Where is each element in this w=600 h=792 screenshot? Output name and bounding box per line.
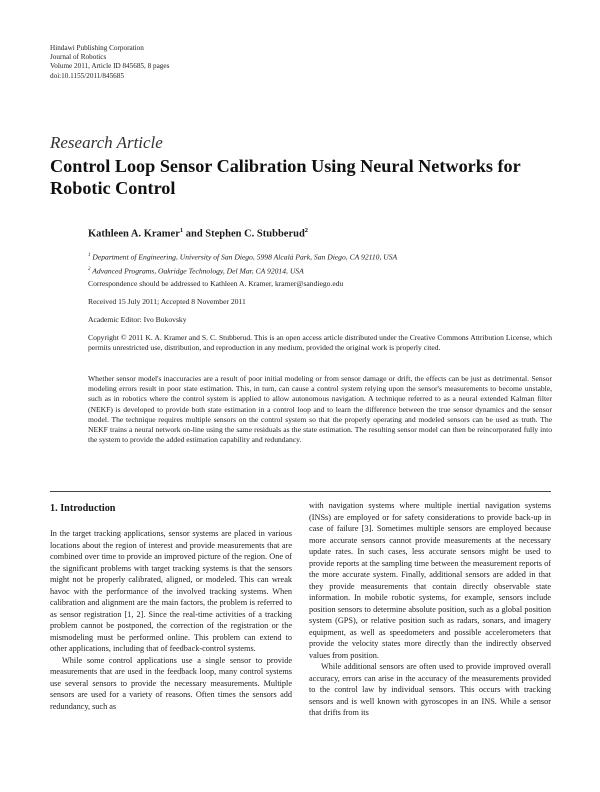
paper-title xyxy=(50,155,530,199)
section-heading: 1. Introduction xyxy=(50,503,116,514)
doi-link[interactable]: doi:10.1155/2011/845685 xyxy=(50,71,124,80)
left-column xyxy=(50,528,292,712)
publisher-name: Hindawi Publishing Corporation xyxy=(50,44,144,52)
correspondence-note: Correspondence should be addressed to Kathleen A. Kramer, kramer@sandiego.edu xyxy=(88,279,344,288)
paragraph: While additional sensors are often used to provide improved overall accuracy, errors can arise in the accuracy of the measurements provided to the control law by individual sensors. This occurs with tracking sensors and is well known with gyroscopes in an INS. While a sensor that drifts from its xyxy=(309,662,551,717)
right-column xyxy=(309,500,551,719)
affiliation-marker: 2 xyxy=(304,227,309,234)
affiliation-text: Department of Engineering, University of San Diego, 5998 Alcalá Park, San Diego, CA 92110, USA xyxy=(92,252,398,262)
article-type: Research Article xyxy=(50,133,163,152)
affiliation-text: Advanced Programs, Oakridge Technology, Del Mar, CA 92014, USA xyxy=(92,266,304,276)
affiliations xyxy=(88,250,397,277)
paragraph: While some control applications use a single sensor to provide measurements that are used in the feedback loop, many control systems use several sensors to provide the necessary measurements. Multiple sensors are used for a variety of reasons. Often times the sensors add redundancy, such as xyxy=(50,655,292,711)
paragraph: with navigation systems where multiple inertial navigation systems (INSs) are employed or for safety considerations to provide back-up in case of failure [3]. Sometimes multiple sensors are employed because more accurate sensors cannot provide measurements at the necessary update rates. In such cases, less accurate sensors might be used to provide reports at the sampling time between the measurement reports of the more accurate system. Finally, additional sensors are added in that they provide measurements that contain directly observable state information. In mobile robotic systems, for example, sensors include position sensors to determine absolute position, such as a global position system (GPS), or relative position such as radars, sonars, and imagery equipment, as well as speedometers and possible accelerometers that provide the velocity states more directly than the indirectly observed values from position. xyxy=(309,501,551,660)
author-name: Stephen C. Stubberud xyxy=(205,228,305,240)
affiliation-2 xyxy=(88,264,397,278)
author-list xyxy=(88,227,308,240)
title-line-2: Robotic Control xyxy=(50,178,176,198)
affiliation-marker: 1 xyxy=(179,227,184,234)
received-dates: Received 15 July 2011; Accepted 8 November 2011 xyxy=(88,297,246,306)
paragraph: In the target tracking applications, sensor systems are placed in various locations about the region of interest and provide measurements that are combined over time to provide an improved picture of the region. One of the significant problems with target tracking systems is that the sensors might not be properly calibrated, aligned, or modeled. This can wreak havoc with the performance of the involved tracking systems. When calibration and alignment are the main factors, the problem is referred to as sensor registration [1, 2]. Since the real-time activities of a tracking problem cannot be postponed, the correction of the registration or the mismodeling must be performed online. This problem can extend to other applications, including that of feedback-control systems. xyxy=(50,529,292,653)
academic-editor: Academic Editor: Ivo Bukovsky xyxy=(88,315,187,324)
title-line-1: Control Loop Sensor Calibration Using Neural Networks for xyxy=(50,156,521,176)
author-conjunction: and xyxy=(183,228,206,240)
affiliation-1 xyxy=(88,250,397,264)
copyright-notice: Copyright © 2011 K. A. Kramer and S. C. Stubberud. This is an open access article distributed under the Creative Commons Attribution License, which permits unrestricted use, distribution, and reproduction in any medium, provided the original work is properly cited. xyxy=(88,333,552,353)
affiliation-marker: 1 xyxy=(88,253,91,258)
abstract-text: Whether sensor model's inaccuracies are a result of poor initial modeling or from sensor damage or drift, the effects can be just as detrimental. Sensor modeling errors result in poor state estimation. This, in turn, can cause a control system relying upon the sensor's measurements to become unstable, such as in robotics where the control system is applied to allow autonomous navigation. A technique referred to as a neural extended Kalman filter (NEKF) is developed to provide both state estimation in a control loop and to learn the difference between the true sensor dynamics and the sensor model. The technique requires multiple sensors on the control system so that the properly operating and modeled sensors can be used as truth. The NEKF trains a neural network on-line using the same residuals as the state estimation. The resulting sensor model can then be reincorporated fully into the system to provide the added estimation capability and redundancy. xyxy=(88,374,552,445)
journal-header xyxy=(50,44,169,81)
author-name: Kathleen A. Kramer xyxy=(88,228,180,240)
volume-info: Volume 2011, Article ID 845685, 8 pages xyxy=(50,62,170,71)
section-divider xyxy=(50,491,551,492)
journal-name: Journal of Robotics xyxy=(50,53,107,62)
affiliation-marker: 2 xyxy=(88,266,91,272)
